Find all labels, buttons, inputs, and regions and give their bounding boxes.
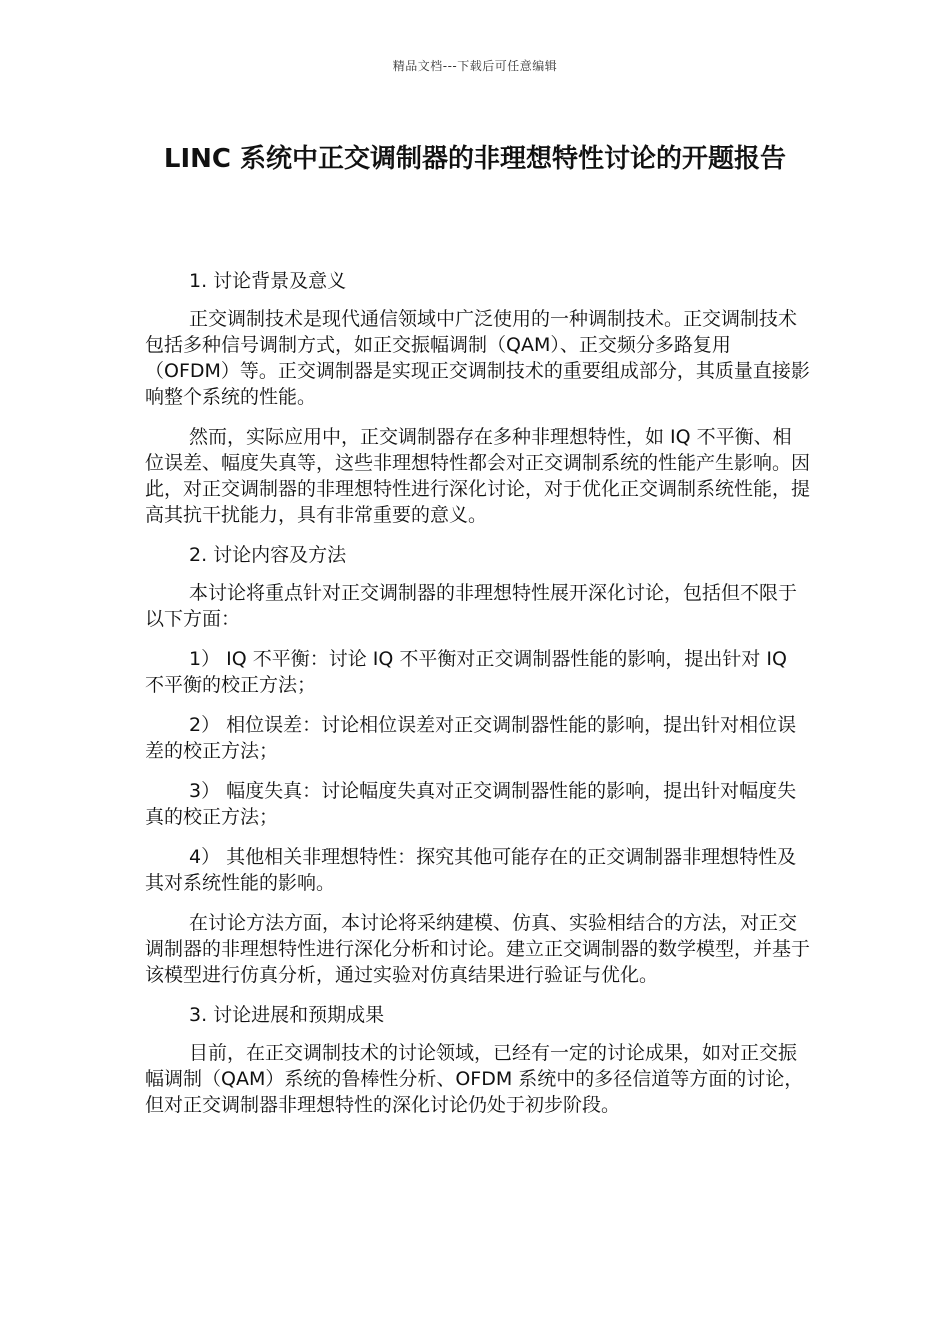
header-note: 精品文档---下载后可任意编辑 bbox=[392, 59, 558, 73]
paragraph-background-2: 然而，实际应用中，正交调制器存在多种非理想特性，如 IQ 不平衡、相位误差、幅度失真等，这些非理想特性都会对正交调制系统的性能产生影响。因此，对正交调制器的非理想特性进行深化讨论，对于优化正交调制系统性能，提高其抗干扰能力，具有非常重要的意义。 bbox=[145, 426, 811, 526]
page-title: LINC 系统中正交调制器的非理想特性讨论的开题报告 bbox=[163, 144, 787, 174]
paragraph-progress-1: 目前，在正交调制技术的讨论领域，已经有一定的讨论成果，如对正交振幅调制（QAM）系统的鲁棒性分析、OFDM 系统中的多径信道等方面的讨论，但对正交调制器非理想特性的深化讨论仍处于初步阶段。 bbox=[145, 1042, 804, 1116]
section-heading-content-methods: 2. 讨论内容及方法 bbox=[189, 544, 347, 566]
paragraph-background-1: 正交调制技术是现代通信领域中广泛使用的一种调制技术。正交调制技术包括多种信号调制方式，如正交振幅调制（QAM）、正交频分多路复用（OFDM）等。正交调制器是实现正交调制技术的重要组成部分，其质量直接影响整个系统的性能。 bbox=[145, 308, 810, 408]
list-item-iq-imbalance: 1） IQ 不平衡：讨论 IQ 不平衡对正交调制器性能的影响，提出针对 IQ 不平衡的校正方法； bbox=[145, 648, 787, 696]
section-heading-progress: 3. 讨论进展和预期成果 bbox=[189, 1004, 385, 1026]
list-item-phase-error: 2） 相位误差：讨论相位误差对正交调制器性能的影响，提出针对相位误差的校正方法； bbox=[145, 714, 797, 762]
section-heading-background: 1. 讨论背景及意义 bbox=[189, 270, 347, 292]
paragraph-content-intro: 本讨论将重点针对正交调制器的非理想特性展开深化讨论，包括但不限于以下方面： bbox=[145, 582, 798, 630]
paragraph-methods: 在讨论方法方面，本讨论将采纳建模、仿真、实验相结合的方法，对正交调制器的非理想特性进行深化分析和讨论。建立正交调制器的数学模型，并基于该模型进行仿真分析，通过实验对仿真结果进行验证与优化。 bbox=[145, 912, 811, 986]
document-body bbox=[145, 268, 810, 1132]
list-item-other-nonideal: 4） 其他相关非理想特性：探究其他可能存在的正交调制器非理想特性及其对系统性能的影响。 bbox=[145, 846, 797, 894]
list-item-amplitude-distortion: 3） 幅度失真：讨论幅度失真对正交调制器性能的影响，提出针对幅度失真的校正方法； bbox=[145, 780, 797, 828]
